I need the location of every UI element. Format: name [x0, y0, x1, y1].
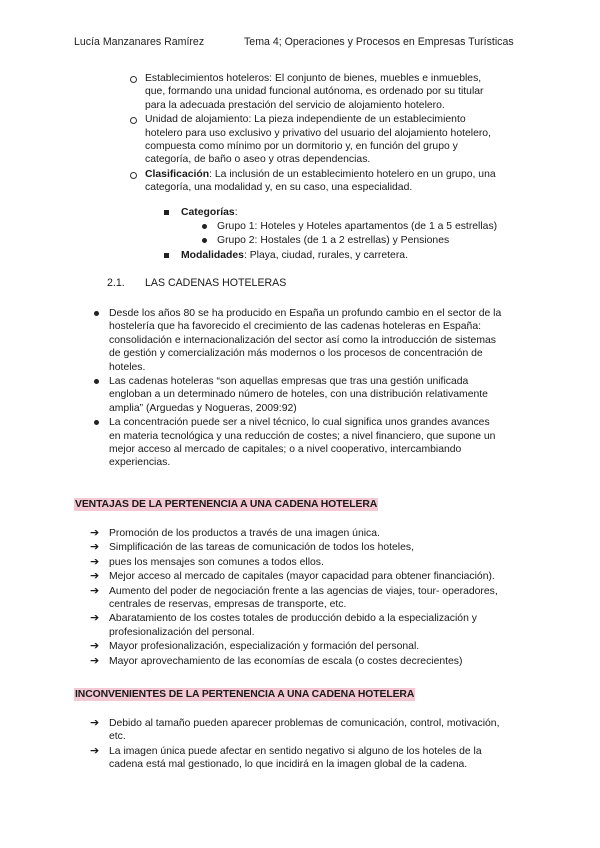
chains-list: [109, 307, 539, 470]
list-item: [181, 249, 541, 262]
list-item: ➔ Abaratamiento de los costes totales de producción debido a la especialización y profesionalización del personal.: [90, 611, 477, 638]
term-bold: Modalidades: [181, 250, 244, 261]
arrow-right-icon: ➔: [90, 526, 100, 539]
list-item: Grupo 2: Hostales (de 1 a 2 estrellas) y Pensiones: [217, 234, 547, 247]
list-item: ➔ Aumento del poder de negociación frente a las agencias de viajes, tour- operadores, centrales de reservas, empresas de transporte, etc.: [90, 583, 498, 611]
header-topic: Tema 4; Operaciones y Procesos en Empresas Turísticas: [244, 36, 514, 48]
text-line: [145, 168, 535, 181]
arrow-right-icon: ➔: [90, 639, 100, 653]
dot-bullet-icon: [202, 224, 207, 229]
list-item: [145, 72, 535, 112]
arrow-right-icon: ➔: [90, 743, 100, 757]
text-line: compuesta como mínimo por un dormitorio y, en función del grupo y: [145, 141, 458, 153]
definitions-list: [145, 72, 535, 195]
header-author: Lucía Manzanares Ramírez: [74, 36, 205, 48]
arrow-right-icon: ➔: [90, 540, 100, 554]
arrow-right-icon: ➔: [90, 716, 100, 729]
term-bold: Categorías: [181, 207, 235, 218]
square-bullet-icon: [164, 210, 169, 215]
ventajas-heading: VENTAJAS DE LA PERTENENCIA A UNA CADENA HOTELERA: [75, 499, 378, 510]
inconvenientes-list: [90, 716, 549, 772]
arrow-right-icon: ➔: [90, 653, 100, 667]
dot-bullet-icon: [94, 311, 99, 316]
list-item: [145, 168, 535, 195]
dot-bullet-icon: [94, 379, 99, 384]
arrow-right-icon: ➔: [90, 554, 100, 568]
circle-bullet-icon: [130, 172, 137, 179]
arrow-right-icon: ➔: [90, 569, 100, 583]
list-item: ➔ Debido al tamaño pueden aparecer problemas de comunicación, control, motivación, etc.: [90, 716, 500, 743]
list-item: [145, 113, 535, 167]
term-bold: Clasificación: [145, 168, 210, 180]
groups-list: [217, 220, 547, 248]
text-line: Establecimientos hoteleros: El conjunto de bienes, muebles e inmuebles,: [145, 73, 482, 84]
list-item: [181, 206, 541, 219]
inconvenientes-heading: INCONVENIENTES DE LA PERTENENCIA A UNA CADENA HOTELERA: [75, 689, 415, 700]
section-heading: [107, 277, 286, 290]
list-item: ➔ Mayor aprovechamiento de las economías de escala (o costes decrecientes): [90, 653, 463, 667]
text-line: hotelero para uso exclusivo y privativo del usuario del alojamiento hotelero,: [145, 127, 491, 139]
text-line: categoría, una modalidad y, en su caso, una especialidad.: [145, 182, 413, 194]
text-line: para la adecuada prestación del servicio de alojamiento hotelero.: [145, 99, 445, 111]
list-item: ➔ La imagen única puede afectar en sentido negativo si alguno de los hoteles de la cadena está mal gestionado, lo que incidirá en la imagen global de la cadena.: [90, 743, 482, 771]
list-item: ➔ Simplificación de las tareas de comunicación de todos los hoteles,: [90, 540, 414, 554]
text-line: categoría, de baño o aseo y otras dependencias.: [145, 154, 371, 166]
list-item: Desde los años 80 se ha producido en España un profundo cambio en el sector de la hostelería que ha favorecido el crecimiento de las cadenas hoteleras en España: consolidación e internacionalización del sector así como la introducción de sistemas de gestión y comercialización más modernos o los procesos de concentración de hoteles.: [109, 307, 539, 374]
list-item: Grupo 1: Hoteles y Hoteles apartamentos (de 1 a 5 estrellas): [217, 220, 547, 233]
list-item: ➔ Mejor acceso al mercado de capitales (mayor capacidad para obtener financiación).: [90, 569, 495, 583]
square-bullet-icon: [164, 253, 169, 258]
text-line: que, formando una unidad funcional autónoma, es ordenado por su titular: [145, 86, 484, 98]
dot-bullet-icon: [202, 238, 207, 243]
section-number: 2.1.: [107, 277, 125, 289]
section-title: LAS CADENAS HOTELERAS: [145, 277, 287, 289]
arrow-right-icon: ➔: [90, 611, 100, 625]
term-definition: : La inclusión de un establecimiento hotelero en un grupo, una: [209, 168, 496, 180]
list-item: Las cadenas hoteleras “son aquellas empresas que tras una gestión unificada engloban a un determinado número de hoteles, con una distribución relativamente amplia” (Arguedas y Nogueras, 2009:92): [109, 375, 539, 415]
list-item: ➔ Promoción de los productos a través de una imagen única.: [90, 526, 380, 539]
categorias-block: [181, 206, 541, 219]
arrow-right-icon: ➔: [90, 583, 100, 597]
list-item: ➔ Mayor profesionalización, especialización y formación del personal.: [90, 639, 420, 653]
list-item: La concentración puede ser a nivel técnico, lo cual significa unos grandes avances en materia tecnológica y una reducción de costes; a nivel financiero, que supone un mejor acceso al mercado de capitales; o a nivel cooperativo, intercambiando experiencias.: [109, 416, 539, 470]
dot-bullet-icon: [94, 420, 99, 425]
term-suffix: :: [234, 207, 238, 218]
ventajas-list: [90, 526, 549, 668]
text-line: Unidad de alojamiento: La pieza independiente de un establecimiento: [145, 114, 466, 126]
circle-bullet-icon: [130, 76, 137, 83]
term-definition: : Playa, ciudad, rurales, y carretera.: [243, 250, 408, 261]
circle-bullet-icon: [130, 117, 137, 124]
modalidades-block: [181, 249, 541, 262]
list-item: ➔ pues los mensajes son comunes a todos ellos.: [90, 554, 324, 568]
